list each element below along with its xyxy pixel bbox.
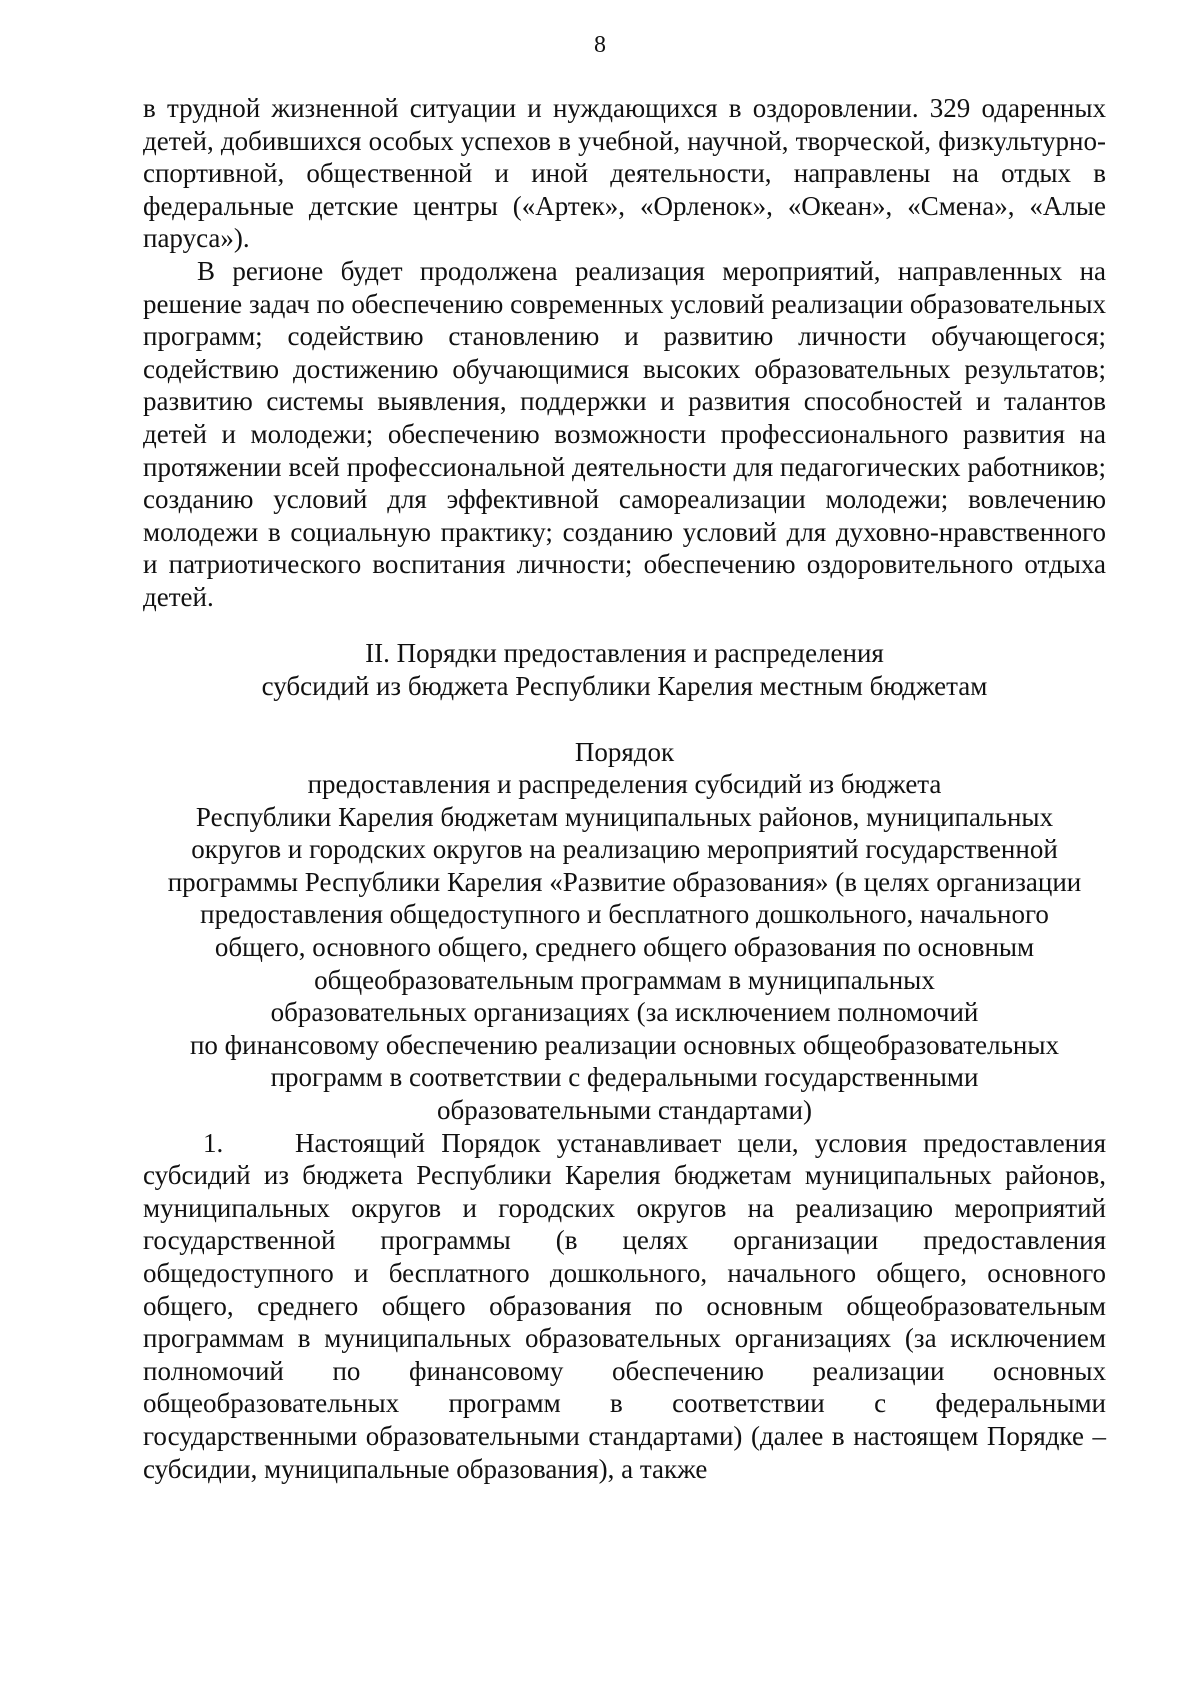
order-title-line: общего, основного общего, среднего общего образования по основным [214, 932, 1035, 963]
order-title-line: Порядок [574, 736, 675, 767]
order-title-line: по финансовому обеспечению реализации основных общеобразовательных [189, 1029, 1060, 1060]
numbered-item-1 [143, 1127, 1106, 1486]
order-title-line: образовательных организациях (за исключением полномочий [270, 997, 979, 1028]
order-title-line: программы Республики Карелия «Развитие образования» (в целях организации [167, 866, 1082, 897]
order-title-line: образовательными стандартами) [437, 1095, 812, 1126]
item-number: 1. [203, 1127, 224, 1158]
section-heading [143, 637, 1106, 703]
item-text: Настоящий Порядок устанавливает цели, условия предоставления субсидий из бюджета Республики Карелия бюджетам муниципальных районов, муниципальных округов и городских округов на реализацию мероприятий государственной программы (в целях организации предоставления общедоступного и бесплатного дошкольного, начального общего, основного общего, среднего общего образования по основным общеобразовательным программам в муниципальных образовательных организациях (за исключением полномочий по финансовому обеспечению реализации основных общеобразовательных программ в соответствии с федеральными государственными образовательными стандартами) (далее в настоящем Порядке – субсидии, муниципальные образования), а также [143, 1127, 1106, 1484]
order-title-line: программ в соответствии с федеральными государственными [270, 1062, 979, 1093]
document-body [143, 92, 1106, 1485]
order-title-line: предоставления и распределения субсидий из бюджета [307, 769, 942, 800]
order-title [143, 736, 1106, 1127]
paragraph-children-recreation: в трудной жизненной ситуации и нуждающихся в оздоровлении. 329 одаренных детей, добившихся особых успехов в учебной, научной, творческой, физкультурно-спортивной, общественной и иной деятельности, направлены на отдых в федеральные детские центры («Артек», «Орленок», «Океан», «Смена», «Алые паруса»). [143, 93, 1106, 254]
order-title-line: Республики Карелия бюджетам муниципальных районов, муниципальных [195, 801, 1054, 832]
paragraph-region-measures: В регионе будет продолжена реализация мероприятий, направленных на решение задач по обеспечению современных условий реализации образовательных программ; содействию становлению и развитию личности обучающегося; содействию достижению обучающимися высоких образовательных результатов; развитию системы выявления, поддержки и развития способностей и талантов детей и молодежи; обеспечению возможности профессионального развития на протяжении всей профессиональной деятельности для педагогических работников; созданию условий для эффективной самореализации молодежи; вовлечению молодежи в социальную практику; созданию условий для духовно-нравственного и патриотического воспитания личности; обеспечению оздоровительного отдыха детей. [143, 255, 1106, 612]
section-heading-line-1: II. Порядки предоставления и распределения [365, 637, 884, 668]
order-title-line: предоставления общедоступного и бесплатного дошкольного, начального [200, 899, 1049, 930]
order-title-line: общеобразовательным программам в муниципальных [314, 964, 935, 995]
order-title-line: округов и городских округов на реализацию мероприятий государственной [191, 834, 1058, 865]
section-heading-line-2: субсидий из бюджета Республики Карелия местным бюджетам [261, 670, 988, 701]
page-number: 8 [594, 32, 606, 58]
